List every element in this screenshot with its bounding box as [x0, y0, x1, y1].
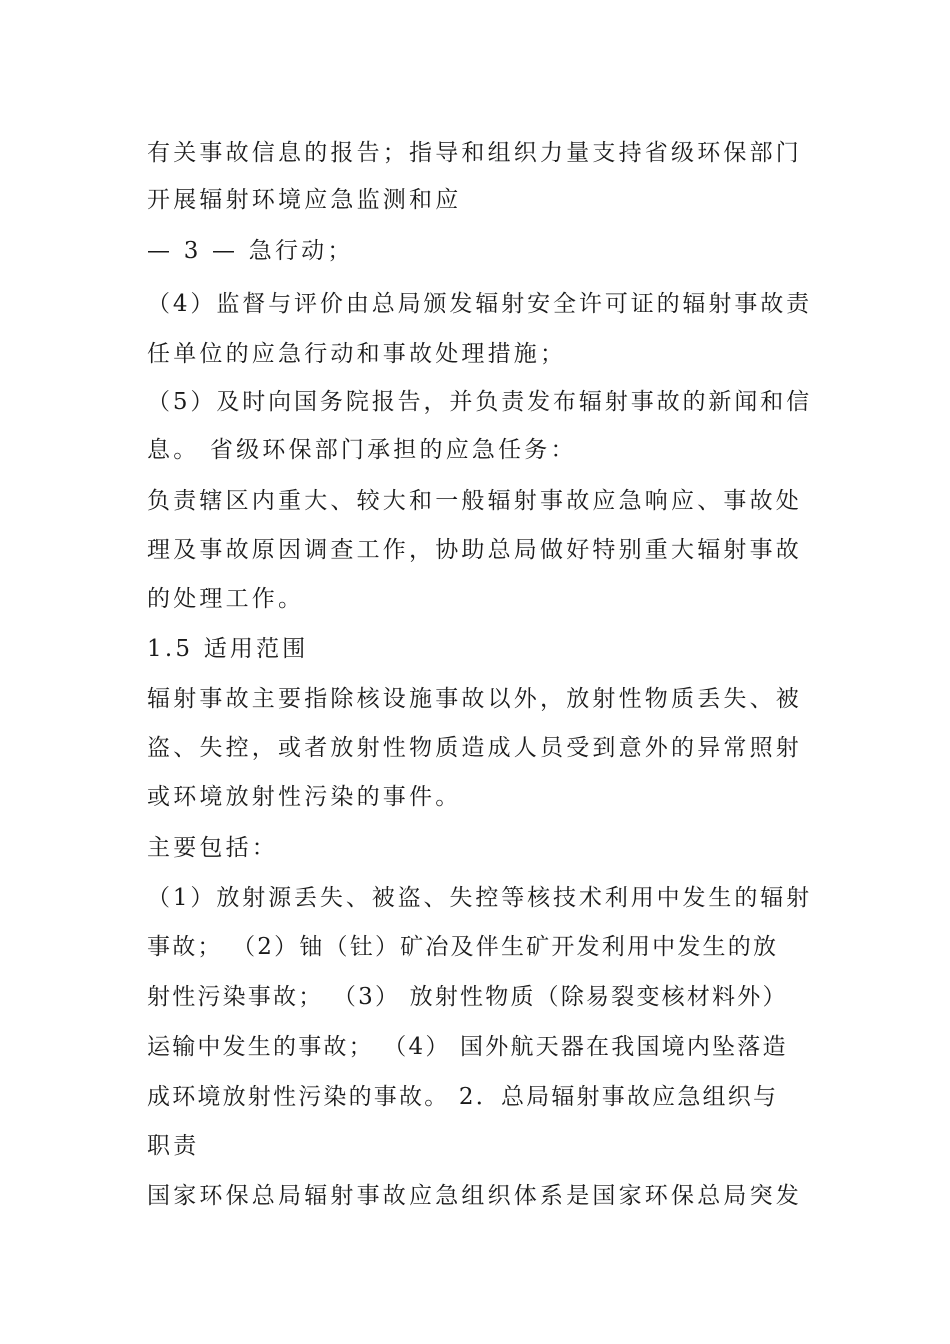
list-item: （1）放射源丢失、被盗、失控等核技术利用中发生的辐射 [147, 885, 813, 911]
text-line: 主要包括： [147, 835, 278, 861]
list-item: 事故； （2）铀（钍）矿冶及伴生矿开发利用中发生的放 [147, 934, 779, 960]
text-line: 开展辐射环境应急监测和应 [147, 187, 462, 213]
text-line: 有关事故信息的报告；指导和组织力量支持省级环保部门 [147, 140, 802, 166]
list-item: （5）及时向国务院报告，并负责发布辐射事故的新闻和信 [147, 389, 813, 415]
text-line: 理及事故原因调查工作，协助总局做好特别重大辐射事故 [147, 537, 802, 563]
page-number-line: — 3 — 急行动； [147, 238, 354, 264]
list-item: 运输中发生的事故； （4） 国外航天器在我国境内坠落造 [147, 1034, 788, 1060]
text-line: 息。 省级环保部门承担的应急任务： [147, 437, 577, 463]
text-line: 职责 [147, 1133, 200, 1159]
text-line: 或环境放射性污染的事件。 [147, 784, 462, 810]
text-line: 盗、失控，或者放射性物质造成人员受到意外的异常照射 [147, 735, 802, 761]
list-item: 射性污染事故； （3） 放射性物质（除易裂变核材料外） [147, 984, 788, 1010]
text-line: 辐射事故主要指除核设施事故以外，放射性物质丢失、被 [147, 686, 802, 712]
text-line: 任单位的应急行动和事故处理措施； [147, 341, 567, 367]
text-line: 成环境放射性污染的事故。 2．总局辐射事故应急组织与 [147, 1084, 779, 1110]
list-item: （4）监督与评价由总局颁发辐射安全许可证的辐射事故责 [147, 291, 813, 317]
text-line: 国家环保总局辐射事故应急组织体系是国家环保总局突发 [147, 1183, 802, 1209]
text-line: 的处理工作。 [147, 586, 305, 612]
section-heading: 1.5 适用范围 [147, 636, 309, 662]
text-line: 负责辖区内重大、较大和一般辐射事故应急响应、事故处 [147, 488, 802, 514]
